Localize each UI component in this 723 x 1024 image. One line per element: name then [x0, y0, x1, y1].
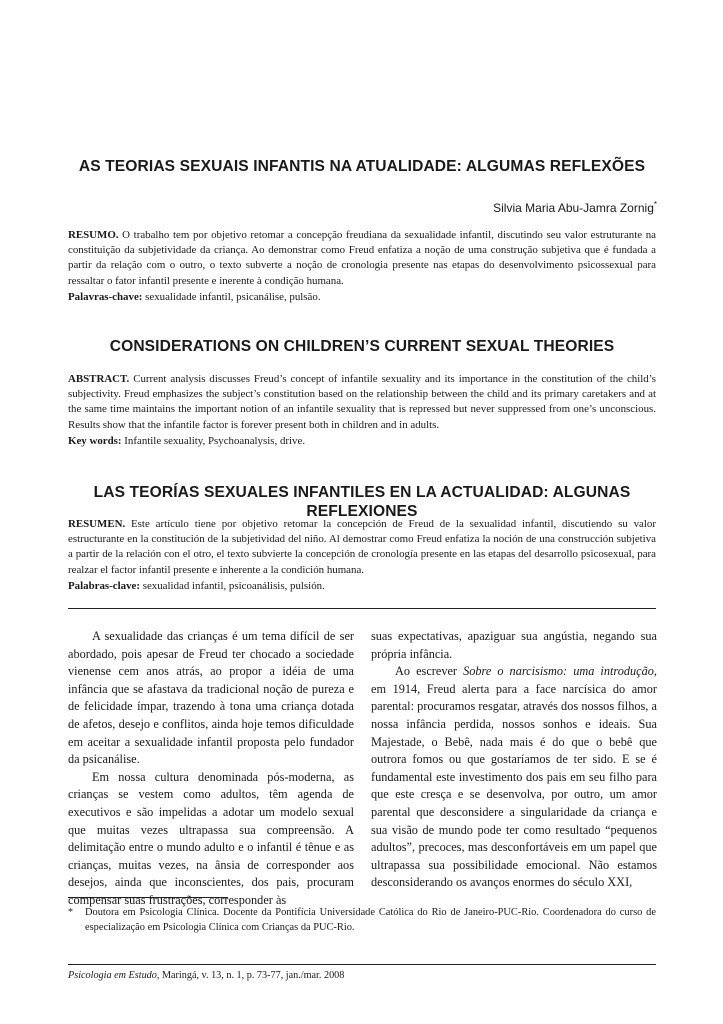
- resumen-block: [68, 517, 656, 594]
- abstract-text: Current analysis discusses Freud’s concept of infantile sexuality and its importance in the constitution of the child’s subjectivity. Freud emphasizes the subject’s constitution based on the relationship between the child and its primary caretakers and at the same time maintains the important notion of an infantile sexuality that is repressed but never suppressed from one’s unconscious. Results show that the infantile factor is forever present both in children and in adults.: [68, 373, 656, 431]
- title-portuguese: AS TEORIAS SEXUAIS INFANTIS NA ATUALIDADE: ALGUMAS REFLEXÕES: [78, 158, 646, 175]
- abstract-keywords-text: Infantile sexuality, Psychoanalysis, drive.: [124, 434, 306, 447]
- author-name: Silvia Maria Abu-Jamra Zornig: [493, 201, 654, 215]
- resumen-keywords-label: Palabras-clave:: [68, 579, 140, 592]
- abstract-block: [68, 372, 656, 449]
- body-paragraph: A sexualidade das crianças é um tema difícil de ser abordado, pois apesar de Freud ter chocado a sociedade vienense cem anos atrás, ao propor a idéia de uma infância que se afastava da tradicional noção de pureza e de felicidade ímpar, trazendo à tona uma criança dotada de afetos, desejo e conflitos, ainda hoje temos dificuldade em aceitar a sexualidade infantil proposta pelo fundador da psicanálise.: [68, 629, 354, 767]
- body-column-left: [68, 628, 354, 910]
- resumen-keywords: [68, 579, 656, 594]
- body-paragraph: Em nossa cultura denominada pós-moderna, as crianças se vestem como adultos, têm agenda de executivos e são impelidas a adotar um modelo sexual que muitas vezes ultrapassa sua compreensão. A delimitação entre o mundo adulto e o infantil é tênue e as crianças, muitas vezes, na ânsia de corresponder aos desejos, ainda que inconscientes, dos pais, procuram compensar suas frustrações, corresponder às: [68, 769, 354, 907]
- title-english: CONSIDERATIONS ON CHILDREN’S CURRENT SEXUAL THEORIES: [109, 338, 615, 355]
- abstract-keywords: [68, 434, 656, 449]
- resumo-keywords: [68, 290, 656, 305]
- resumen-label: RESUMEN.: [68, 518, 126, 530]
- footnote-text: Doutora em Psicologia Clínica. Docente da Pontifícia Universidade Católica do Rio de Janeiro-PUC-Rio. Coordenadora do curso de especialização em Psicologia Clínica com Crianças da PUC-Rio.: [85, 907, 656, 933]
- title-spanish: LAS TEORÍAS SEXUALES INFANTILES EN LA ACTUALIDAD: ALGUNAS REFLEXIONES: [93, 484, 631, 520]
- abstract-label: ABSTRACT.: [68, 373, 130, 385]
- author-line: [493, 198, 657, 215]
- footnote-mark: *: [68, 907, 73, 918]
- resumo-keywords-text: sexualidade infantil, psicanálise, pulsão.: [145, 290, 321, 303]
- footnote-divider: [68, 897, 228, 898]
- resumo-label: RESUMO.: [68, 229, 119, 241]
- journal-details: , Maringá, v. 13, n. 1, p. 73-77, jan./mar. 2008: [156, 970, 345, 981]
- abstract-keywords-label: Key words:: [68, 434, 122, 447]
- body-text: Ao escrever: [395, 664, 464, 679]
- book-title: Sobre o narcisismo: uma introdução: [463, 664, 654, 679]
- body-text: , em 1914, Freud alerta para a face narcísica do amor parental: procuramos resgatar, através dos nossos filhos, a nossa infância perdida, nossos sonhos e ideais. Sua Majestade, o Bebê, nada mais é do que o bebê que outrora fomos ou que gostaríamos de ter sido. E se é fundamental este investimento dos pais em seu filho para que este cresça e se desenvolva, por outro, um amor parental que desconsidere a singularidade da criança e sua visão de mundo pode ter como resultado “pequenos adultos”, precoces, mas desconfortáveis em um papel que ultrapassa sua possibilidade emocional. Não estamos desconsiderando os avanços enormes do século XXI,: [371, 664, 657, 890]
- body-column-right: [371, 628, 657, 892]
- author-footnote-mark: *: [653, 200, 657, 209]
- running-footer: [68, 969, 344, 982]
- resumen-keywords-text: sexualidad infantil, psicoanálisis, pulsión.: [142, 579, 325, 592]
- resumen-text: Este artículo tiene por objetivo retomar la concepción de Freud de la sexualidad infantil, discutiendo su valor estructurante en la constitución de la subjetividad del niño. Al demostrar como Freud enfatiza la noción de una construcción subjetiva a partir de la relación con el otro, el texto subvierte la concepción de cronología presente en las etapas del desarrollo psicosexual, para realzar el factor infantil presente e inherente a la condición humana.: [68, 518, 656, 576]
- resumo-keywords-label: Palavras-chave:: [68, 290, 143, 303]
- footer-divider: [68, 964, 656, 965]
- resumo-text: O trabalho tem por objetivo retomar a concepção freudiana da sexualidade infantil, discutindo seu valor estruturante na constituição da subjetividade da criança. Ao demonstrar como Freud enfatiza a noção de uma construção subjetiva que é fundada a partir da relação com o outro, o texto subverte a noção de cronologia presente nas etapas do desenvolvimento psicossexual para ressaltar o fator infantil presente e inerente à condição humana.: [68, 229, 656, 287]
- body-paragraph: [371, 663, 657, 892]
- body-paragraph: suas expectativas, apaziguar sua angústia, negando sua própria infância.: [371, 629, 657, 661]
- abstract-divider: [68, 608, 656, 609]
- resumo-block: [68, 228, 656, 305]
- journal-name: Psicologia em Estudo: [68, 970, 157, 981]
- footnote: [68, 906, 656, 935]
